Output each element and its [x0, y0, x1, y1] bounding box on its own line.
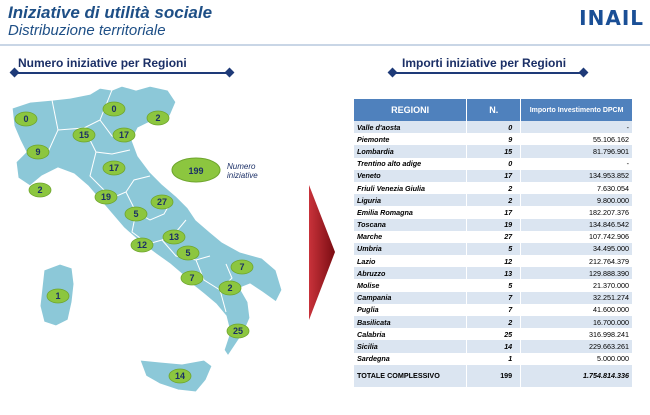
- regions-table: [354, 99, 633, 387]
- region-bubble-value: 2: [227, 283, 233, 293]
- slide-header: [0, 0, 650, 44]
- count-cell: 9: [467, 133, 521, 145]
- inail-logo: INAIL: [579, 6, 644, 30]
- total-n: 199: [467, 365, 521, 387]
- region-cell: Marche: [354, 231, 467, 243]
- region-cell: Calabria: [354, 328, 467, 340]
- table-row: [354, 279, 633, 291]
- region-bubble-value: 14: [174, 371, 186, 381]
- red-arrow-icon: [309, 185, 335, 320]
- region-bubble-value: 5: [185, 248, 191, 258]
- table-row: [354, 121, 633, 133]
- table-row: [354, 231, 633, 243]
- amount-cell: 212.764.379: [521, 255, 633, 267]
- table-row: [354, 133, 633, 145]
- region-bubble-value: 0: [111, 104, 117, 114]
- region-cell: Sicilia: [354, 340, 467, 352]
- table-row: [354, 182, 633, 194]
- amount-cell: 21.370.000: [521, 279, 633, 291]
- region-cell: Umbria: [354, 243, 467, 255]
- table-row: [354, 194, 633, 206]
- table-row: [354, 255, 633, 267]
- region-bubble-value: 7: [189, 273, 195, 283]
- count-cell: 13: [467, 267, 521, 279]
- region-bubble-value: 17: [118, 130, 130, 140]
- count-cell: 15: [467, 145, 521, 157]
- total-label: TOTALE COMPLESSIVO: [354, 365, 467, 387]
- table-row: [354, 316, 633, 328]
- count-cell: 5: [467, 279, 521, 291]
- region-cell: Liguria: [354, 194, 467, 206]
- count-cell: 27: [467, 231, 521, 243]
- table-row: [354, 267, 633, 279]
- count-cell: 2: [467, 182, 521, 194]
- italy-map: [0, 80, 300, 415]
- amount-cell: 134.846.542: [521, 219, 633, 231]
- region-cell: Campania: [354, 292, 467, 304]
- table-row: [354, 353, 633, 365]
- count-cell: 7: [467, 292, 521, 304]
- amount-cell: 182.207.376: [521, 206, 633, 218]
- count-cell: 14: [467, 340, 521, 352]
- amount-cell: 107.742.906: [521, 231, 633, 243]
- region-bubble-value: 27: [156, 197, 168, 207]
- left-section-title: Numero iniziative per Regioni: [18, 56, 187, 70]
- table-header-row: [354, 99, 633, 121]
- table-row: [354, 292, 633, 304]
- count-cell: 1: [467, 353, 521, 365]
- header-regioni: REGIONI: [354, 99, 467, 121]
- amount-cell: -: [521, 121, 633, 133]
- region-bubble-value: 0: [23, 114, 29, 124]
- region-cell: Basilicata: [354, 316, 467, 328]
- amount-cell: 34.495.000: [521, 243, 633, 255]
- table-row: [354, 340, 633, 352]
- amount-cell: 55.106.162: [521, 133, 633, 145]
- total-amount: 1.754.814.336: [521, 365, 633, 387]
- count-cell: 17: [467, 170, 521, 182]
- right-section-title: Importi iniziative per Regioni: [402, 56, 567, 70]
- region-cell: Valle d'aosta: [354, 121, 467, 133]
- count-cell: 2: [467, 316, 521, 328]
- amount-cell: 229.663.261: [521, 340, 633, 352]
- count-cell: 5: [467, 243, 521, 255]
- region-bubble-value: 25: [232, 326, 244, 336]
- slide-subtitle: Distribuzione territoriale: [8, 22, 166, 39]
- total-label-line2: iniziative: [227, 171, 258, 180]
- count-cell: 17: [467, 206, 521, 218]
- table-body: [354, 121, 633, 365]
- header-n: N.: [467, 99, 521, 121]
- header-divider: [0, 44, 650, 46]
- table-row: [354, 304, 633, 316]
- table-row: [354, 328, 633, 340]
- amount-cell: 7.630.054: [521, 182, 633, 194]
- amount-cell: -: [521, 158, 633, 170]
- table-row: [354, 206, 633, 218]
- table-total-row: [354, 365, 633, 387]
- table-row: [354, 243, 633, 255]
- region-bubble-value: 1: [55, 291, 61, 301]
- slide-title: Iniziative di utilità sociale: [8, 3, 213, 22]
- total-bubble-value: 199: [188, 166, 204, 176]
- region-bubble-value: 15: [78, 130, 90, 140]
- region-cell: Piemonte: [354, 133, 467, 145]
- count-cell: 7: [467, 304, 521, 316]
- right-title-underline: [392, 72, 584, 74]
- count-cell: 19: [467, 219, 521, 231]
- count-cell: 0: [467, 158, 521, 170]
- region-cell: Puglia: [354, 304, 467, 316]
- count-cell: 25: [467, 328, 521, 340]
- region-cell: Toscana: [354, 219, 467, 231]
- count-cell: 0: [467, 121, 521, 133]
- region-bubble-value: 5: [133, 209, 139, 219]
- region-bubble-value: 19: [100, 192, 112, 202]
- amount-cell: 16.700.000: [521, 316, 633, 328]
- amount-cell: 81.796.901: [521, 145, 633, 157]
- table-row: [354, 158, 633, 170]
- region-bubble-value: 13: [168, 232, 180, 242]
- count-cell: 2: [467, 194, 521, 206]
- region-bubble-value: 7: [239, 262, 245, 272]
- amount-cell: 41.600.000: [521, 304, 633, 316]
- region-cell: Veneto: [354, 170, 467, 182]
- amount-cell: 32.251.274: [521, 292, 633, 304]
- region-bubble-value: 9: [35, 147, 41, 157]
- region-bubble-value: 2: [155, 113, 161, 123]
- amount-cell: 5.000.000: [521, 353, 633, 365]
- region-cell: Lazio: [354, 255, 467, 267]
- left-title-underline: [14, 72, 230, 74]
- count-cell: 12: [467, 255, 521, 267]
- region-cell: Sardegna: [354, 353, 467, 365]
- region-bubble-value: 17: [108, 163, 120, 173]
- region-cell: Trentino alto adige: [354, 158, 467, 170]
- table-row: [354, 170, 633, 182]
- amount-cell: 129.888.390: [521, 267, 633, 279]
- region-bubble-value: 2: [37, 185, 43, 195]
- amount-cell: 316.998.241: [521, 328, 633, 340]
- table-row: [354, 219, 633, 231]
- region-cell: Abruzzo: [354, 267, 467, 279]
- region-cell: Molise: [354, 279, 467, 291]
- amount-cell: 134.953.852: [521, 170, 633, 182]
- total-bubble-label: [227, 162, 258, 180]
- region-cell: Friuli Venezia Giulia: [354, 182, 467, 194]
- region-bubble-value: 12: [136, 240, 148, 250]
- total-label-line1: Numero: [227, 162, 256, 171]
- table-row: [354, 145, 633, 157]
- region-cell: Emilia Romagna: [354, 206, 467, 218]
- amount-cell: 9.800.000: [521, 194, 633, 206]
- region-cell: Lombardia: [354, 145, 467, 157]
- header-importo: Importo Investimento DPCM: [521, 99, 633, 121]
